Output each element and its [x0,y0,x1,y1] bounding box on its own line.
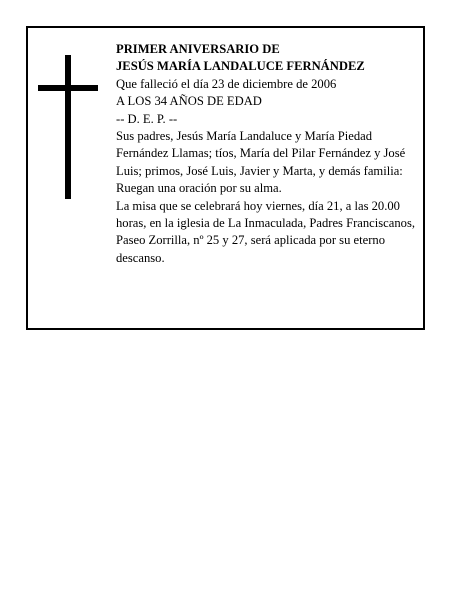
title-line-2: JESÚS MARÍA LANDALUCE FERNÁNDEZ [116,59,365,74]
cross-icon [38,55,98,199]
obituary-notice [26,26,425,330]
mass-paragraph: La misa que se celebrará hoy viernes, día 21, a las 20.00 horas, en la iglesia de La Inmaculada, Padres Franciscanos, Paseo Zorrilla, nº 25 y 27, será aplicada por su eterno descanso. [116,198,415,265]
age-line: A LOS 34 AÑOS DE EDAD [116,94,262,109]
notice-text [116,41,416,267]
family-paragraph: Sus padres, Jesús María Landaluce y María Piedad Fernández Llamas; tíos, María del Pilar Fernández y José Luis; primos, José Luis, Javier y Marta, y demás familia: [116,129,406,178]
death-date: Que falleció el día 23 de diciembre de 2006 [116,76,337,91]
title-line-1: PRIMER ANIVERSARIO DE [116,42,280,56]
prayer-line: Ruegan una oración por su alma. [116,181,282,196]
rip-line: -- D. E. P. -- [116,111,178,126]
cross-horizontal-bar [38,85,98,91]
cross-vertical-bar [65,55,71,199]
